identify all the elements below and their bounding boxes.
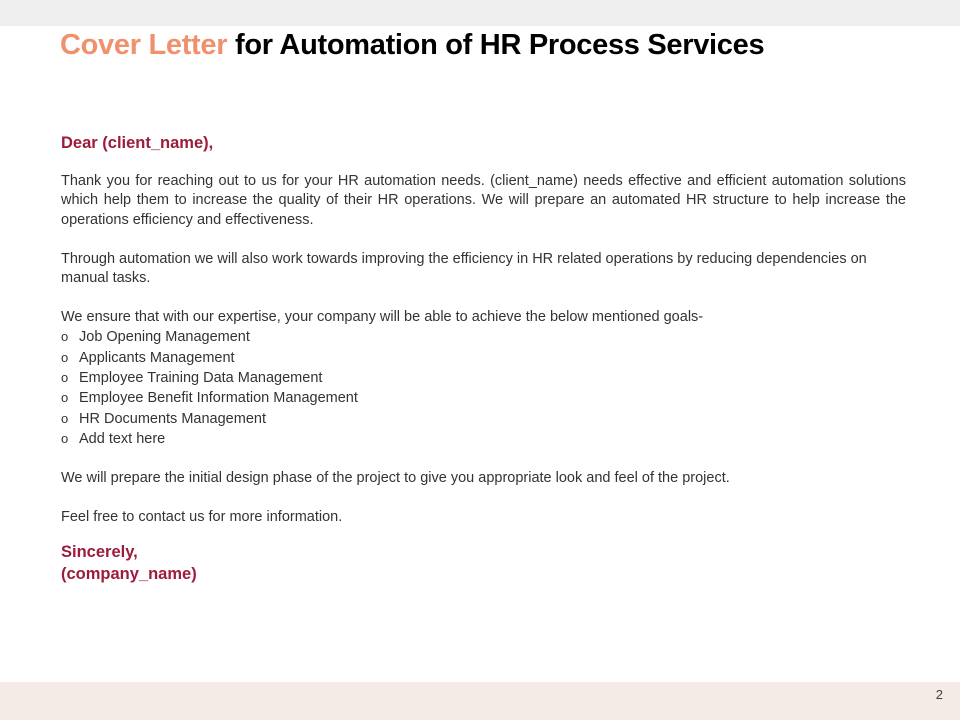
intro-paragraph: Thank you for reaching out to us for your HR automation needs. (client_name) needs effective and efficient automation solutions which help them to increase the quality of their HR operations. We will prepare an automated HR structure to help increase the operations efficiency and effectiveness. (61, 173, 906, 228)
goal-item (61, 348, 906, 368)
footer-band (0, 682, 960, 720)
bullet-circle-icon: o (61, 329, 69, 345)
top-band (0, 0, 960, 26)
page-title (60, 29, 764, 62)
contact-paragraph: Feel free to contact us for more information. (61, 508, 343, 525)
page-title-accent: Cover Letter (60, 29, 228, 61)
design-paragraph: We will prepare the initial design phase of the project to give you appropriate look and feel of the project. (61, 470, 730, 487)
automation-paragraph: Through automation we will also work towards improving the efficiency in HR related operations by reducing dependencies on manual tasks. (61, 250, 867, 287)
goal-item (61, 429, 906, 449)
bullet-circle-icon: o (61, 370, 69, 386)
bullet-circle-icon: o (61, 390, 69, 406)
goal-label: Employee Training Data Management (79, 370, 323, 387)
goal-label: Employee Benefit Information Management (79, 390, 358, 407)
goal-label: HR Documents Management (79, 410, 266, 427)
goal-item (61, 327, 906, 347)
bullet-circle-icon: o (61, 349, 69, 365)
goal-label: Job Opening Management (79, 329, 250, 346)
bullet-circle-icon: o (61, 410, 69, 426)
closing (61, 541, 906, 585)
letter-body (61, 133, 906, 585)
signature: (company_name) (61, 565, 197, 584)
bullet-circle-icon: o (61, 431, 69, 447)
salutation: Dear (client_name), (61, 134, 214, 152)
goals-list (61, 327, 906, 449)
goal-item (61, 368, 906, 388)
goals-intro: We ensure that with our expertise, your company will be able to achieve the below mentioned goals- (61, 308, 704, 325)
goal-item (61, 409, 906, 429)
goal-item (61, 388, 906, 408)
goal-label: Add text here (79, 431, 166, 448)
page-number: 2 (935, 687, 943, 702)
page-title-rest: for Automation of HR Process Services (227, 29, 765, 61)
closing-salutation: Sincerely, (61, 543, 138, 562)
goal-label: Applicants Management (79, 349, 235, 366)
